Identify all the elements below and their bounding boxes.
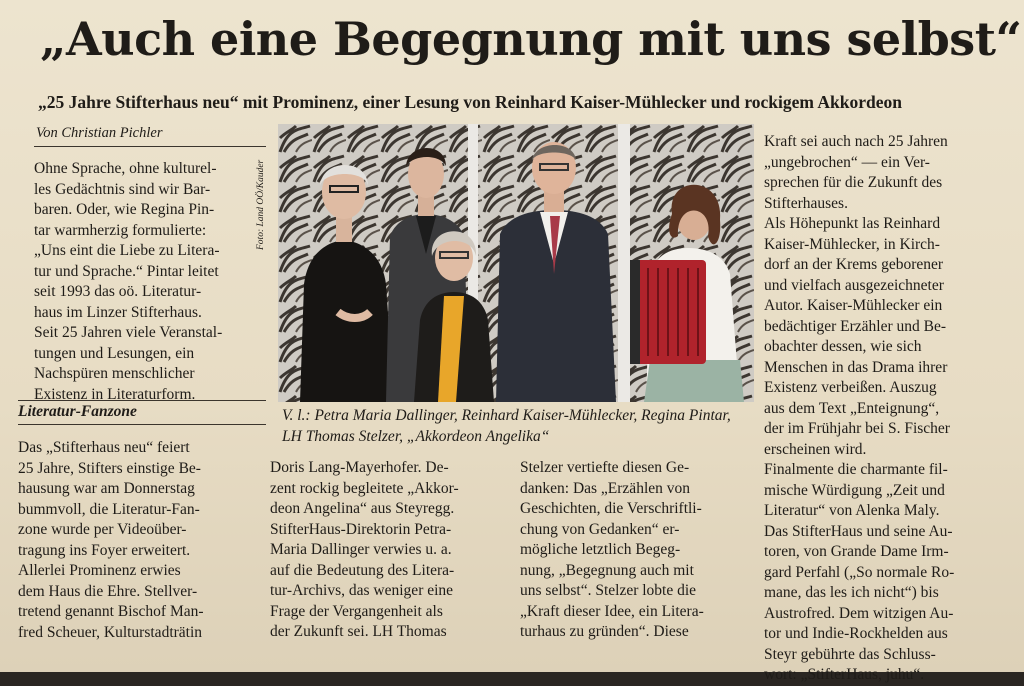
text-line: „Uns eint die Liebe zu Litera-: [34, 242, 220, 259]
text-line: Seit 25 Jahren viele Veranstal-: [34, 324, 223, 341]
text-line: deon Angelina“ aus Steyregg.: [270, 500, 455, 517]
text-line: 25 Jahre, Stifters einstige Be-: [18, 459, 201, 477]
article-byline: Von Christian Pichler: [36, 125, 163, 141]
text-line: StifterHaus-Direktorin Petra-: [270, 520, 452, 538]
text-line: haus im Linzer Stifterhaus.: [34, 303, 202, 321]
text-line: nung, „Begegnung auch mit: [520, 561, 694, 579]
text-line: mische Würdigung „Zeit und: [764, 481, 945, 499]
text-line: Das StifterHaus und seine Au-: [764, 522, 953, 540]
text-line: obachter dessen, wie sich: [764, 338, 922, 355]
text-line: Maria Dallinger verwies u. a.: [270, 541, 452, 558]
text-line: erscheinen wird.: [764, 440, 867, 458]
text-line: Stelzer vertiefte diesen Ge-: [520, 459, 690, 476]
text-line: mögliche letztlich Begeg-: [520, 541, 681, 558]
text-line: Geschichten, die Verschriftli-: [520, 500, 702, 517]
text-line: danken: Das „Erzählen von: [520, 479, 691, 497]
text-line: Menschen in das Drama ihrer: [764, 358, 948, 376]
body-column-4: [764, 132, 1000, 686]
text-line: „Kraft dieser Idee, ein Litera-: [520, 602, 704, 620]
photo-caption: V. l.: Petra Maria Dallinger, Reinhard Kaiser-Mühlecker, Regina Pintar, LH Thomas Stelzer, „Akkordeon Angelika“: [282, 407, 731, 445]
event-photo-illustration: [278, 124, 754, 402]
text-line: Als Höhepunkt las Reinhard: [764, 215, 941, 232]
text-line: tragung ins Foyer erweitert.: [18, 541, 191, 559]
text-line: mane, das les ich nicht“) bis: [764, 584, 939, 601]
section-rubric: Literatur-Fanzone: [18, 403, 137, 420]
text-line: Literatur“ von Alenka Maly.: [764, 502, 940, 519]
text-line: tur und Sprache.“ Pintar leitet: [34, 262, 219, 280]
rubric-rule: [18, 424, 266, 425]
text-line: Frage der Vergangenheit als: [270, 602, 443, 620]
text-line: tor und Indie-Rockhelden aus: [764, 625, 948, 642]
text-line: uns selbst“. Stelzer lobte die: [520, 582, 697, 599]
text-line: Finalmente die charmante fil-: [764, 461, 948, 478]
text-line: turhaus zu gründen“. Diese: [520, 623, 689, 640]
body-column-2: [270, 458, 504, 643]
text-line: fred Scheuer, Kulturstadträtin: [18, 623, 203, 641]
text-line: Kraft sei auch nach 25 Jahren: [764, 133, 948, 150]
text-line: Existenz verbeißen. Auszug: [764, 379, 937, 396]
text-line: aus dem Text „Enteignung“,: [764, 399, 940, 417]
text-line: tungen und Lesungen, ein: [34, 344, 195, 362]
body-column-3: [520, 458, 754, 643]
text-line: Ohne Sprache, ohne kulturel-: [34, 160, 217, 177]
text-line: sprechen für die Zukunft des: [764, 174, 943, 191]
text-line: der Zukunft sei. LH Thomas: [270, 623, 447, 640]
section-rule: [18, 400, 266, 401]
article-subheadline: „25 Jahre Stifterhaus neu“ mit Prominenz, einer Lesung von Reinhard Kaiser-Mühlecker und rockigem Akkordeon: [38, 92, 903, 112]
text-line: seit 1993 das oö. Literatur-: [34, 283, 202, 300]
text-line: toren, von Grande Dame Irm-: [764, 543, 949, 560]
text-line: wort: „StifterHaus, juhu“.: [764, 666, 925, 683]
event-photo: [278, 124, 754, 402]
text-line: Steyr gebührte das Schluss-: [764, 645, 936, 663]
text-line: hausung war am Donnerstag: [18, 480, 195, 497]
text-line: bedächtiger Erzähler und Be-: [764, 317, 947, 335]
text-line: bummvoll, die Literatur-Fan-: [18, 500, 200, 518]
text-line: zent rockig begleitete „Akkor-: [270, 479, 459, 497]
text-line: und vielfach ausgezeichneter: [764, 276, 944, 294]
text-line: les Gedächtnis sind wir Bar-: [34, 180, 211, 198]
text-line: auf die Bedeutung des Litera-: [270, 561, 455, 579]
text-line: Existenz in Literaturform.: [34, 385, 196, 403]
text-line: gard Perfahl („So normale Ro-: [764, 563, 955, 581]
text-line: Allerlei Prominenz erwies: [18, 562, 181, 579]
text-line: Das „Stifterhaus neu“ feiert: [18, 439, 190, 456]
article-headline: „Auch eine Begegnung mit uns selbst“: [40, 12, 1022, 66]
text-line: Autor. Kaiser-Mühlecker ein: [764, 297, 943, 314]
text-line: Stifterhauses.: [764, 194, 848, 212]
text-line: Kaiser-Mühlecker, in Kirch-: [764, 235, 940, 253]
text-line: zone wurde per Videoüber-: [18, 521, 187, 538]
intro-paragraph: [34, 159, 266, 405]
text-line: chung von Gedanken“ er-: [520, 520, 680, 538]
text-line: „ungebrochen“ — ein Ver-: [764, 153, 930, 171]
text-line: dorf an der Krems geborener: [764, 256, 944, 273]
text-line: dem Haus die Ehre. Stellver-: [18, 582, 198, 600]
text-line: Nachspüren menschlicher: [34, 365, 195, 382]
text-line: tur-Archivs, das weniger eine: [270, 582, 454, 599]
photo-credit: Foto: Land OÖ/Kauder: [256, 159, 266, 250]
text-line: baren. Oder, wie Regina Pin-: [34, 201, 215, 218]
byline-rule: [34, 146, 266, 147]
text-line: Austrofred. Dem witzigen Au-: [764, 604, 954, 622]
text-line: der im Frühjahr bei S. Fischer: [764, 420, 950, 437]
body-column-1: [18, 438, 266, 643]
text-line: tretend genannt Bischof Man-: [18, 603, 204, 620]
text-line: tar warmherzig formulierte:: [34, 221, 207, 239]
text-line: Doris Lang-Mayerhofer. De-: [270, 459, 449, 476]
